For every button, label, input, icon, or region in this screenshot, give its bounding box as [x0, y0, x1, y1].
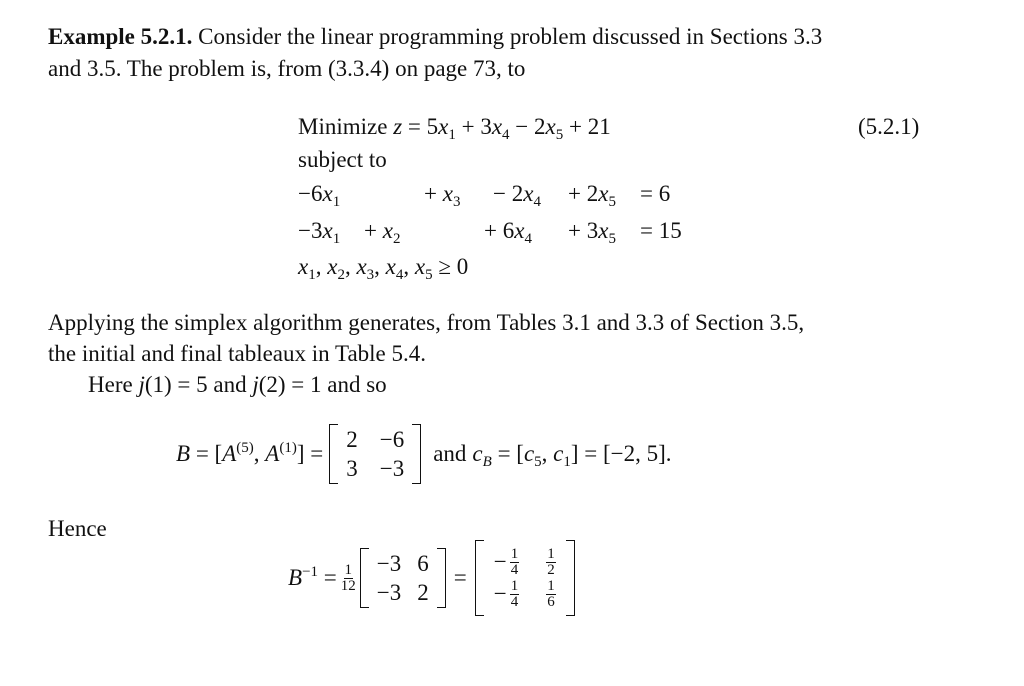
matrix-cell: 2	[346, 427, 358, 452]
fraction	[510, 547, 520, 578]
constraint1-term-x5: + $2x_5$	[568, 181, 616, 210]
equation-number: (5.2.1)	[858, 114, 920, 139]
example-intro-line2: and 3.5. The problem is, from (3.3.4) on page 73, to	[48, 56, 526, 81]
fraction-denominator: 4	[510, 561, 519, 578]
paragraph-line3: Here j(1) = 5 and j(2) = 1 and so	[88, 372, 387, 397]
constraint1-term-x4: − $2x_4$	[493, 181, 541, 210]
constraint2-term-x5: + $3x_5$	[568, 218, 616, 247]
matrix-cell: −3	[376, 551, 402, 576]
constraint1-rhs: = 6	[640, 181, 671, 206]
constraint2-rhs: = 15	[640, 218, 682, 243]
fraction-denominator: 12	[340, 577, 356, 594]
constraint1-term-x1: $-6x_1$	[298, 181, 341, 210]
fraction-denominator: 6	[547, 593, 555, 610]
matrix-cell	[543, 579, 556, 610]
basis-lhs: $B = [A^{(5)}$, $A^{(1)}$] =	[176, 440, 324, 466]
right-bracket	[437, 548, 446, 608]
matrix-cell: 2	[417, 580, 429, 605]
fraction-denominator: 2	[547, 561, 555, 578]
constraint2-term-x4: + $6x_4$	[484, 218, 532, 247]
constraint2-term-x2: + $x_2$	[364, 218, 401, 247]
left-bracket	[360, 548, 369, 608]
fraction	[546, 579, 556, 610]
objective-line	[298, 114, 611, 143]
fraction-numerator: 1	[547, 545, 555, 562]
objective-expression: $z = 5x_1 + 3x_4 - 2x_5 + 21$	[393, 114, 611, 143]
matrix-cell: −3	[376, 580, 402, 605]
objective-word: Minimize	[298, 114, 388, 139]
matrix-cell	[494, 546, 519, 578]
scalar-fraction	[341, 563, 356, 594]
adjugate-matrix	[360, 548, 446, 608]
constraint2-term-x1: $-3x_1$	[298, 218, 341, 247]
example-intro-line1	[48, 24, 822, 50]
nonnegativity-constraint: $x_1$, $x_2$, $x_3$, $x_4$, $x_5 \ge 0$	[298, 254, 469, 283]
fraction	[510, 579, 520, 610]
matrix-cell: 6	[417, 551, 429, 576]
equals-sign: =	[453, 565, 467, 590]
fraction-numerator: 1	[510, 577, 519, 594]
fraction-numerator: 1	[510, 545, 519, 562]
matrix-cell: −6	[379, 427, 405, 452]
right-bracket	[412, 424, 421, 484]
subject-to: subject to	[298, 147, 387, 172]
matrix-cell	[494, 578, 519, 610]
hence-word: Hence	[48, 516, 107, 541]
inverse-lhs: $B^{-1}$ =	[288, 564, 337, 590]
intro-text: Consider the linear programming problem discussed in Sections 3.3	[198, 24, 823, 49]
left-bracket	[475, 540, 484, 616]
left-bracket	[329, 424, 338, 484]
basis-matrix	[329, 424, 421, 484]
constraint1-term-x3: + $x_3$	[424, 181, 461, 210]
fraction	[546, 547, 556, 578]
fraction-denominator: 4	[510, 593, 519, 610]
fraction-numerator: 1	[547, 577, 555, 594]
and-word: and	[433, 441, 467, 466]
matrix-cell	[543, 547, 556, 578]
basis-equation	[176, 424, 672, 484]
matrix-cell: −3	[379, 456, 405, 481]
fraction-numerator: 1	[344, 561, 353, 578]
right-bracket	[566, 540, 575, 616]
example-label: Example 5.2.1.	[48, 24, 193, 49]
inverse-equation	[288, 540, 575, 616]
matrix-cell: 3	[346, 456, 358, 481]
sign: −	[493, 549, 507, 574]
inverse-matrix	[475, 540, 575, 616]
paragraph-line1: Applying the simplex algorithm generates, from Tables 3.1 and 3.3 of Section 3.5,	[48, 310, 805, 335]
cost-vector: $c_B = [c_5$, $c_1] = [-2$, 5].	[472, 441, 672, 470]
paragraph-line2: the initial and final tableaux in Table 5.4.	[48, 341, 426, 366]
sign: −	[493, 581, 507, 606]
